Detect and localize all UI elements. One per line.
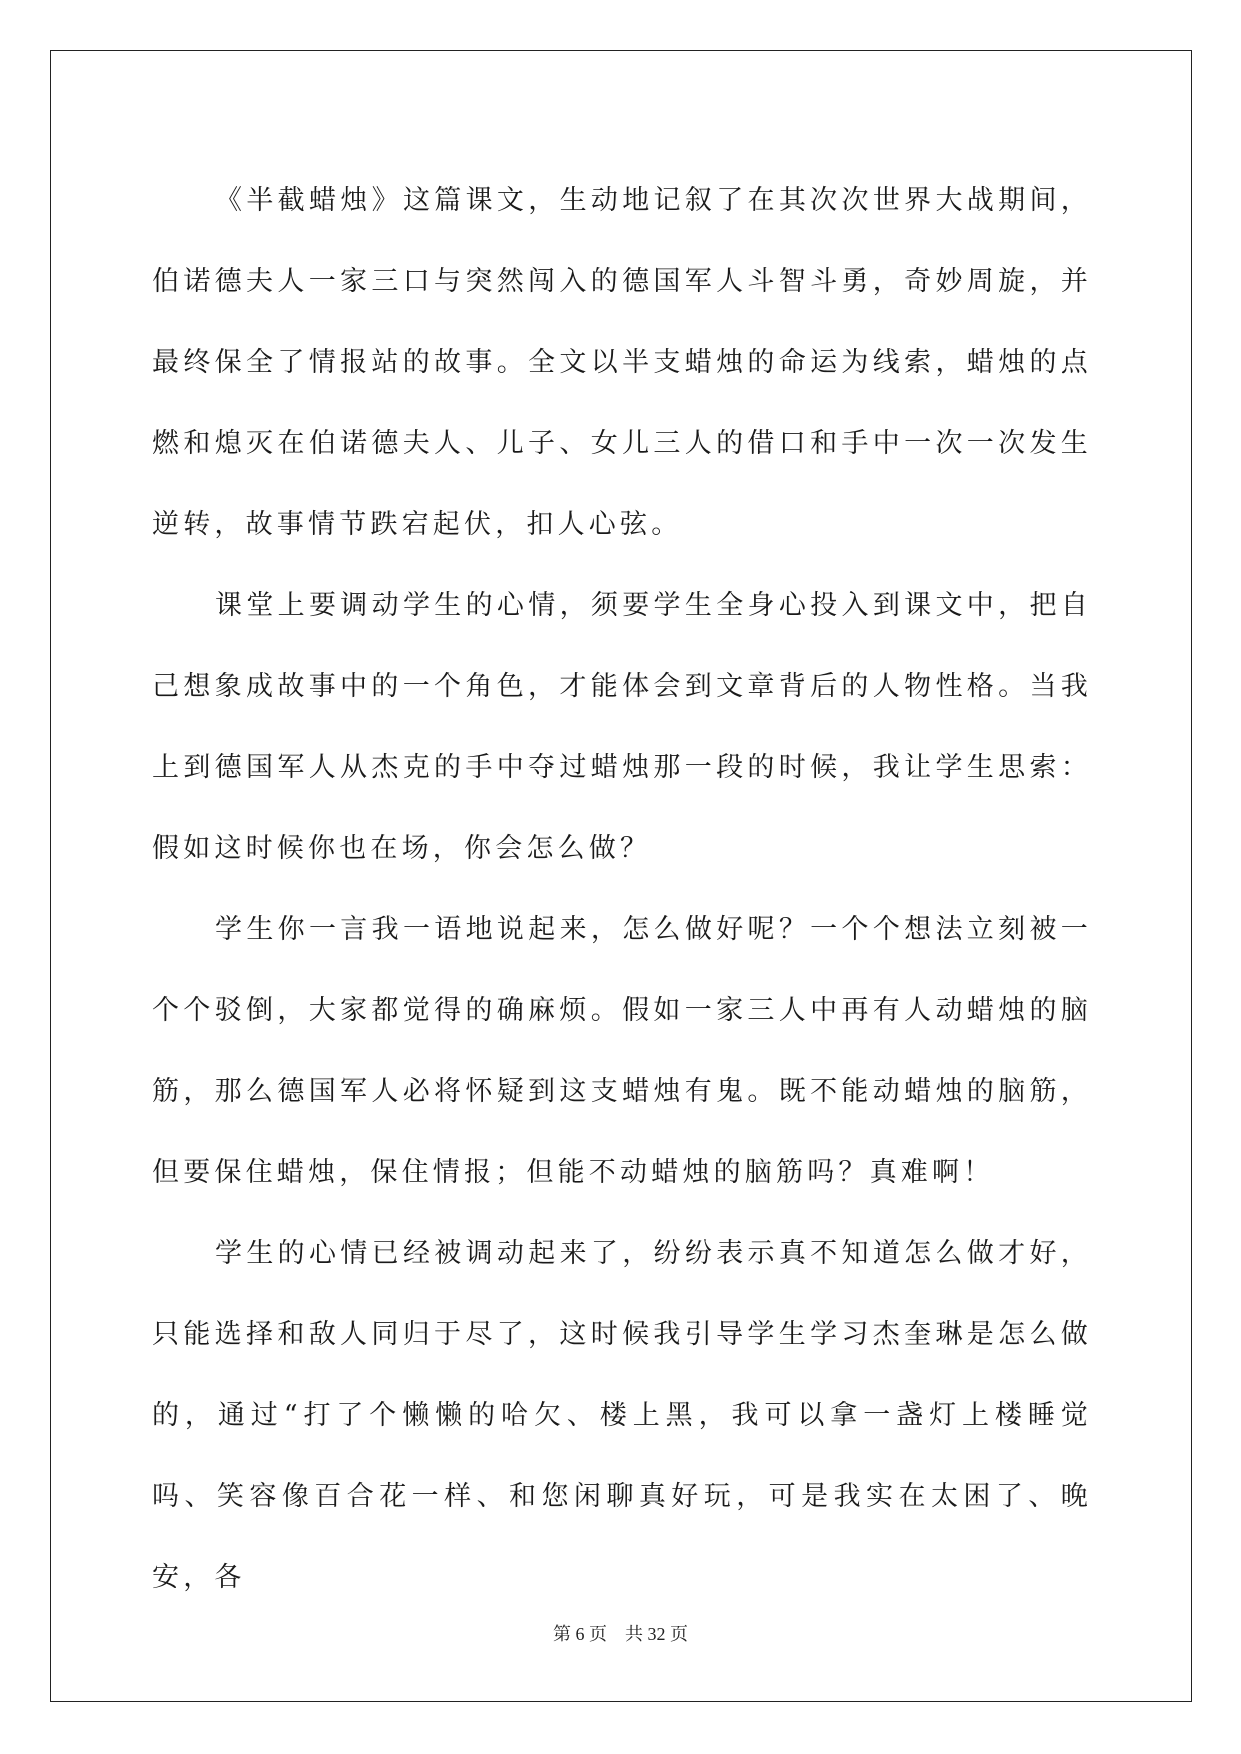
- paragraph-4: 学生的心情已经被调动起来了，纷纷表示真不知道怎么做才好，只能选择和敌人同归于尽了，这时候我引导学生学习杰奎琳是怎么做的，通过“打了个懒懒的哈欠、楼上黑，我可以拿一盏灯上楼睡觉吗、笑容像百合花一样、和您闲聊真好玩，可是我实在太困了、晚安，各: [152, 1238, 1092, 1593]
- page-footer: [0, 1620, 1241, 1646]
- page-number-label: 第 6 页 共 32 页: [553, 1624, 688, 1644]
- document-body: [152, 160, 1092, 1618]
- paragraph-1: 《半截蜡烛》这篇课文，生动地记叙了在其次次世界大战期间，伯诺德夫人一家三口与突然闯入的德国军人斗智斗勇，奇妙周旋，并最终保全了情报站的故事。全文以半支蜡烛的命运为线索，蜡烛的点燃和熄灭在伯诺德夫人、儿子、女儿三人的借口和手中一次一次发生逆转，故事情节跌宕起伏，扣人心弦。: [152, 185, 1092, 540]
- paragraph-2: 课堂上要调动学生的心情，须要学生全身心投入到课文中，把自己想象成故事中的一个角色，才能体会到文章背后的人物性格。当我上到德国军人从杰克的手中夺过蜡烛那一段的时候，我让学生思索：假如这时候你也在场，你会怎么做？: [152, 590, 1092, 864]
- paragraph-3: 学生你一言我一语地说起来，怎么做好呢？一个个想法立刻被一个个驳倒，大家都觉得的确麻烦。假如一家三人中再有人动蜡烛的脑筋，那么德国军人必将怀疑到这支蜡烛有鬼。既不能动蜡烛的脑筋，但要保住蜡烛，保住情报；但能不动蜡烛的脑筋吗？真难啊！: [152, 914, 1092, 1188]
